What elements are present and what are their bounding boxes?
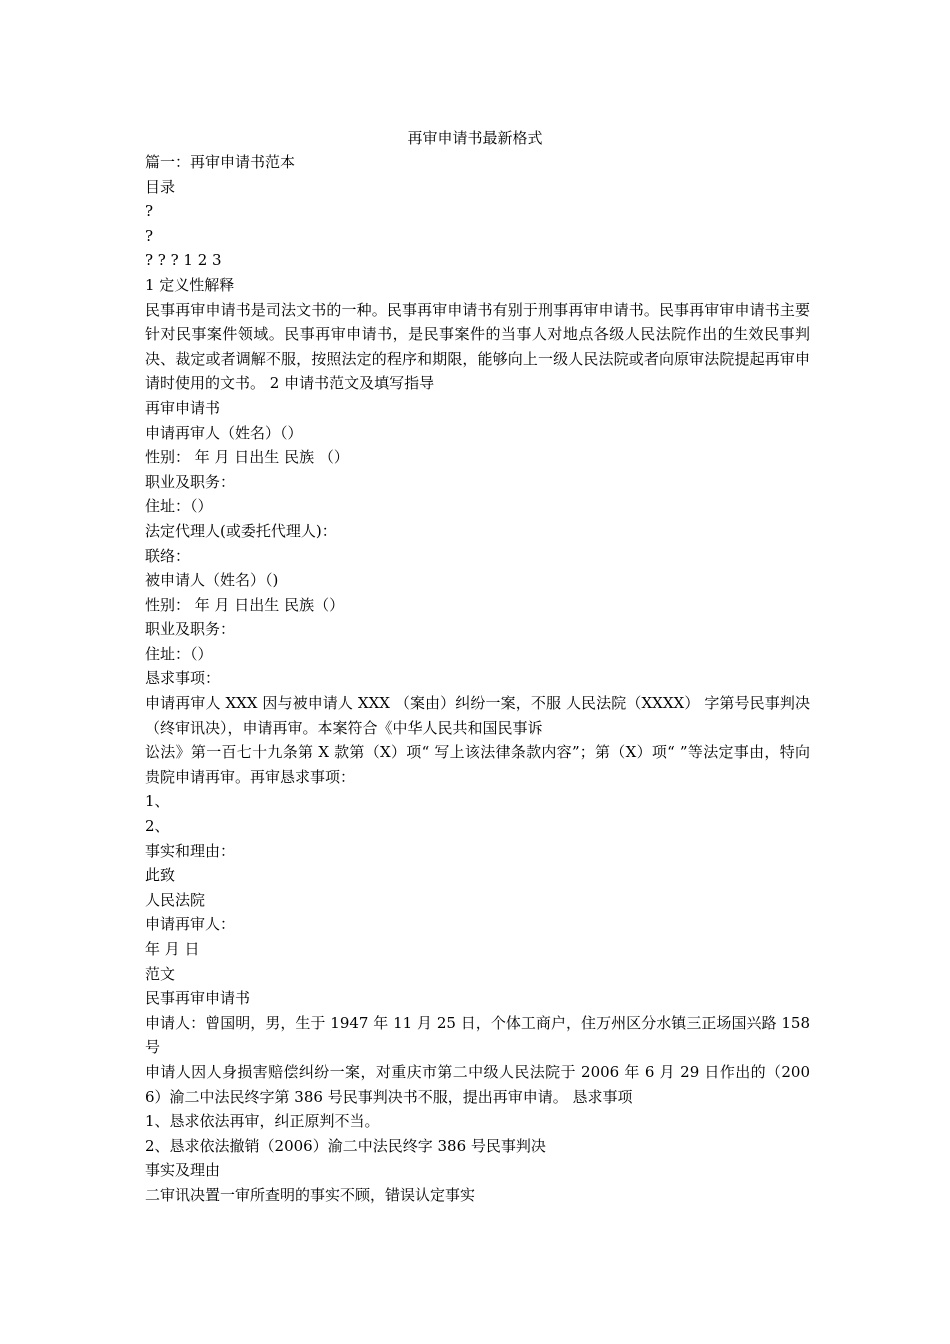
form-field: 事实和理由： xyxy=(145,841,236,860)
signature-line: 申请再审人： xyxy=(145,915,236,934)
form-field: 性别： 年 月 日出生 民族（） xyxy=(145,595,345,614)
closing-line: 此致 xyxy=(145,866,176,885)
form-title: 再审申请书 xyxy=(145,398,221,417)
toc-entry: ? xyxy=(145,226,154,245)
request-item: 1、 xyxy=(145,792,170,811)
request-paragraph: 讼法》第一百七十九条第 X 款第（X）项“ 写上该法律条款内容”；第（X）项“ ”等法定事由，特向贵院申请再审。再审恳求事项： xyxy=(145,743,810,786)
date-line: 年 月 日 xyxy=(145,940,200,958)
definition-paragraph: 民事再审申请书是司法文书的一种。民事再审申请书有别于刑事再审申请书。民事再审审申请书主要针对民事案件领域。民事再审申请书，是民事案件的当事人对地点各级人民法院作出的生效民事判决、裁定或者调解不服，按照法定的程序和期限，能够向上一级人民法院或者向原审法院提起再审申请时使用的文书。 2 申请书范文及填写指导 xyxy=(145,300,810,393)
form-field: 申请再审人（姓名）（） xyxy=(145,423,303,442)
document-title: 再审申请书最新格式 xyxy=(407,129,543,147)
form-field: 职业及职务： xyxy=(145,620,236,639)
toc-heading: 目录 xyxy=(145,177,176,196)
form-field: 住址：（） xyxy=(145,644,213,663)
applicant-paragraph: 申请人：曾国明，男，生于 1947 年 11 月 25 日，个体工商户，住万州区分水镇三正场国兴路 158 号 xyxy=(145,1013,810,1057)
form-field: 职业及职务： xyxy=(145,472,236,491)
form-field: 性别： 年 月 日出生 民族 （） xyxy=(145,448,349,467)
section-heading: 范文 xyxy=(145,964,176,983)
document-body xyxy=(145,150,810,1208)
request-item: 1、恳求依法再审，纠正原判不当。 xyxy=(145,1112,380,1131)
form-field: 住址：（） xyxy=(145,497,213,516)
toc-entry: ? xyxy=(145,202,154,221)
form-field: 联络： xyxy=(145,546,191,565)
request-item: 2、恳求依法撤销（2006）渝二中法民终字 386 号民事判决 xyxy=(145,1136,546,1155)
subsection-heading: 1 定义性解释 xyxy=(145,275,235,294)
form-field: 法定代理人(或委托代理人)： xyxy=(145,521,337,540)
application-paragraph: 申请人因人身损害赔偿纠纷一案，对重庆市第二中级人民法院于 2006 年 6 月 29 日作出的（2006）渝二中法民终字第 386 号民事判决书不服，提出再审申请。 恳求事项 xyxy=(145,1062,810,1106)
body-line: 二审讯决置一审所查明的事实不顾，错误认定事实 xyxy=(145,1185,476,1204)
request-paragraph: 申请再审人 XXX 因与被申请人 XXX （案由）纠纷一案，不服 人民法院（XXXX） 字第号民事判决（终审讯决），申请再审。本案符合《中华人民共和国民事诉 xyxy=(145,694,810,737)
request-item: 2、 xyxy=(145,817,170,836)
closing-line: 人民法院 xyxy=(145,890,206,909)
form-field: 恳求事项： xyxy=(145,669,221,688)
toc-entry: ? ? ? 1 2 3 xyxy=(145,251,222,270)
form-field: 被申请人（姓名）（) xyxy=(145,571,279,590)
sample-title: 民事再审申请书 xyxy=(145,989,251,1008)
section-heading: 篇一：再审申请书范本 xyxy=(145,153,296,171)
section-heading: 事实及理由 xyxy=(145,1161,221,1180)
